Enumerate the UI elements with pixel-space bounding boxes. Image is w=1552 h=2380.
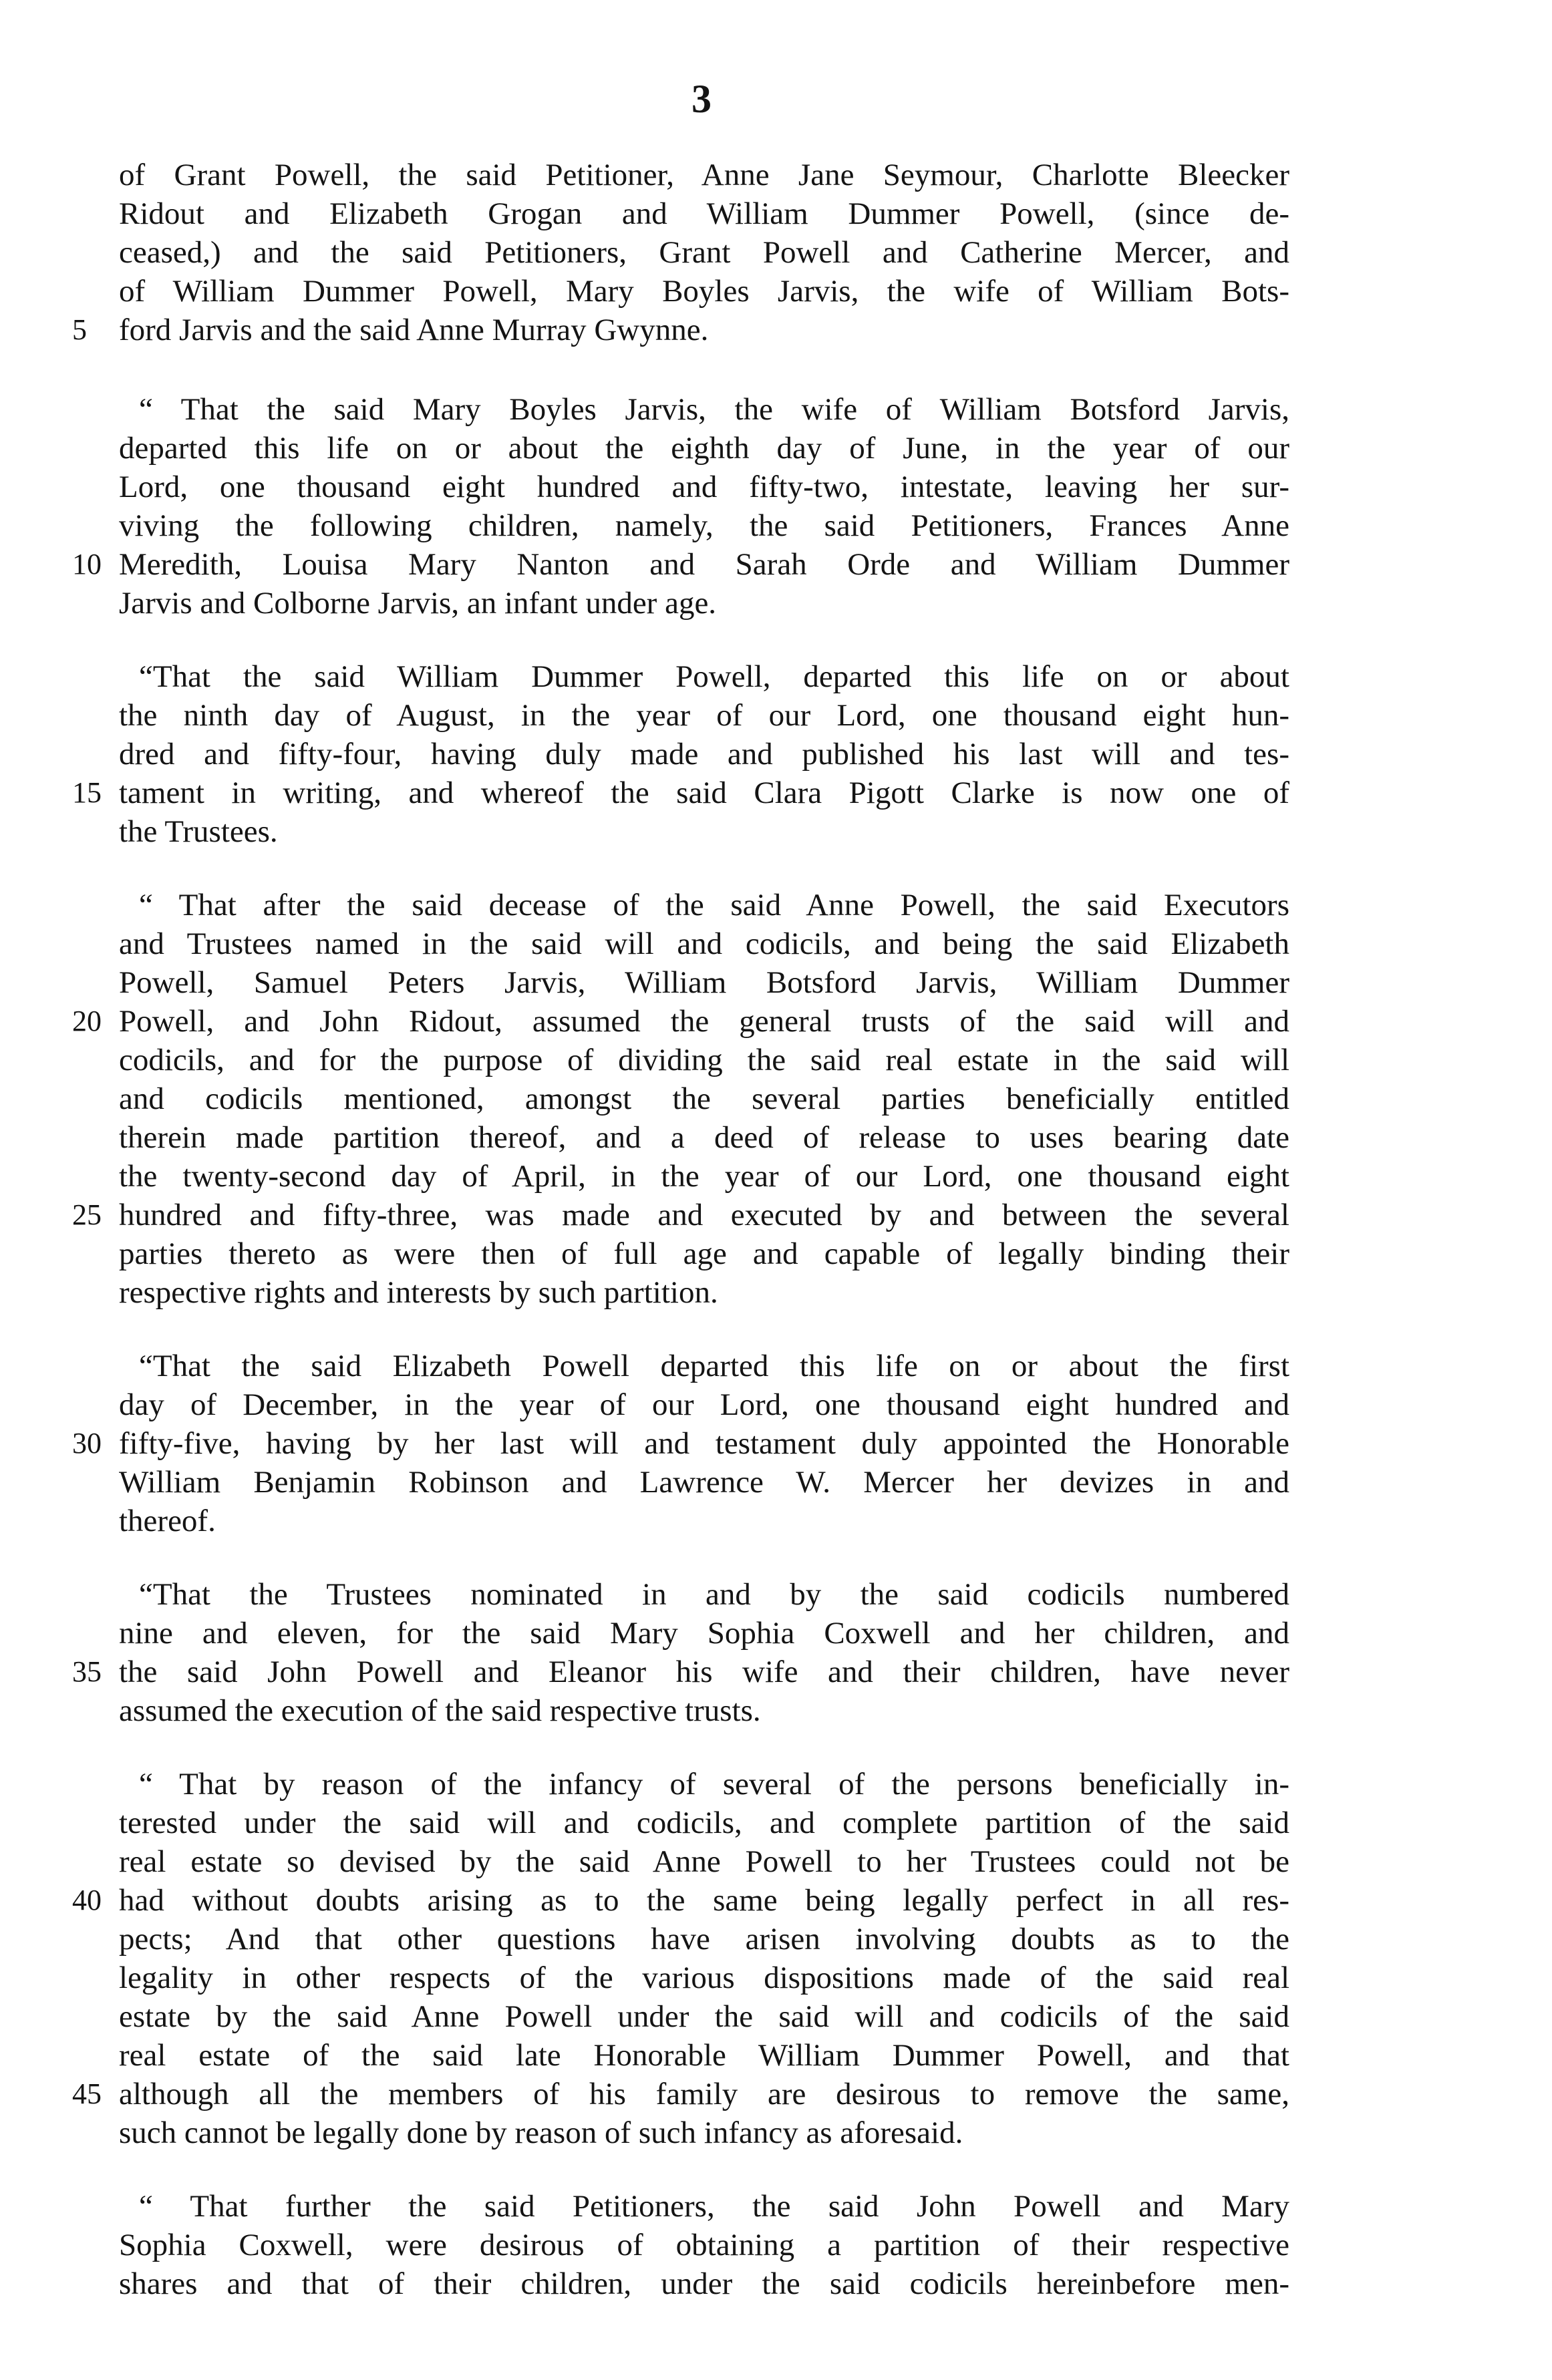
line-number: 15: [72, 776, 102, 809]
text-line: therein made partition thereof, and a deed of release to uses bearing date: [119, 1120, 1289, 1155]
text-line: pects; And that other questions have arisen involving doubts as to the: [119, 1922, 1289, 1957]
text-line: the said John Powell and Eleanor his wife and their children, have never: [119, 1655, 1289, 1689]
text-line: parties thereto as were then of full age and capable of legally binding their: [119, 1236, 1289, 1271]
text-line: thereof.: [119, 1504, 216, 1538]
text-line: Meredith, Louisa Mary Nanton and Sarah Orde and William Dummer: [119, 547, 1289, 582]
text-line: nine and eleven, for the said Mary Sophia Coxwell and her children, and: [119, 1616, 1289, 1651]
text-line: “ That the said Mary Boyles Jarvis, the wife of William Botsford Jarvis,: [139, 392, 1289, 427]
text-line: the Trustees.: [119, 814, 278, 849]
text-line: William Benjamin Robinson and Lawrence W. Mercer her devizes in and: [119, 1465, 1289, 1500]
text-line: Lord, one thousand eight hundred and fifty-two, intestate, leaving her sur-: [119, 470, 1289, 504]
line-number: 20: [72, 1005, 102, 1037]
line-number: 25: [72, 1198, 102, 1231]
line-number: 40: [72, 1884, 102, 1916]
text-line: “ That by reason of the infancy of several of the persons beneficially in-: [139, 1767, 1289, 1802]
text-line: had without doubts arising as to the same being legally perfect in all res-: [119, 1883, 1289, 1918]
text-line: of Grant Powell, the said Petitioner, Anne Jane Seymour, Charlotte Bleecker: [119, 158, 1289, 192]
text-line: Sophia Coxwell, were desirous of obtaining a partition of their respective: [119, 2228, 1289, 2262]
text-line: fifty-five, having by her last will and testament duly appointed the Honorable: [119, 1426, 1289, 1461]
text-line: Ridout and Elizabeth Grogan and William Dummer Powell, (since de-: [119, 196, 1289, 231]
text-line: such cannot be legally done by reason of such infancy as aforesaid.: [119, 2115, 963, 2150]
text-line: ceased,) and the said Petitioners, Grant Powell and Catherine Mercer, and: [119, 235, 1289, 270]
text-line: real estate so devised by the said Anne Powell to her Trustees could not be: [119, 1844, 1289, 1879]
text-line: terested under the said will and codicils, and complete partition of the said: [119, 1806, 1289, 1840]
text-line: Powell, and John Ridout, assumed the general trusts of the said will and: [119, 1004, 1289, 1039]
line-number: 30: [72, 1427, 102, 1460]
text-line: of William Dummer Powell, Mary Boyles Jarvis, the wife of William Bots-: [119, 274, 1289, 309]
text-line: the twenty-second day of April, in the year of our Lord, one thousand eight: [119, 1159, 1289, 1194]
text-line: “ That further the said Petitioners, the said John Powell and Mary: [139, 2189, 1289, 2224]
text-line: real estate of the said late Honorable William Dummer Powell, and that: [119, 2038, 1289, 2073]
text-line: “That the said William Dummer Powell, departed this life on or about: [139, 659, 1289, 694]
text-line: “ That after the said decease of the said Anne Powell, the said Executors: [139, 888, 1289, 922]
text-line: viving the following children, namely, the said Petitioners, Frances Anne: [119, 508, 1289, 543]
text-line: dred and fifty-four, having duly made and published his last will and tes-: [119, 737, 1289, 772]
text-line: hundred and fifty-three, was made and executed by and between the several: [119, 1198, 1289, 1232]
text-line: and Trustees named in the said will and codicils, and being the said Elizabeth: [119, 926, 1289, 961]
text-line: “That the Trustees nominated in and by the said codicils numbered: [139, 1577, 1289, 1612]
text-line: respective rights and interests by such partition.: [119, 1275, 718, 1310]
text-line: departed this life on or about the eighth day of June, in the year of our: [119, 431, 1289, 466]
text-line: assumed the execution of the said respective trusts.: [119, 1693, 761, 1728]
text-line: and codicils mentioned, amongst the several parties beneficially entitled: [119, 1081, 1289, 1116]
text-line: tament in writing, and whereof the said Clara Pigott Clarke is now one of: [119, 776, 1289, 810]
text-line: Powell, Samuel Peters Jarvis, William Botsford Jarvis, William Dummer: [119, 965, 1289, 1000]
text-line: Jarvis and Colborne Jarvis, an infant under age.: [119, 586, 717, 621]
line-number: 5: [72, 313, 87, 346]
text-line: legality in other respects of the various dispositions made of the said real: [119, 1961, 1289, 1995]
text-line: although all the members of his family are desirous to remove the same,: [119, 2077, 1289, 2111]
text-line: estate by the said Anne Powell under the said will and codicils of the said: [119, 1999, 1289, 2034]
text-line: shares and that of their children, under the said codicils hereinbefore men-: [119, 2266, 1289, 2301]
text-line: “That the said Elizabeth Powell departed this life on or about the first: [139, 1349, 1289, 1383]
text-line: the ninth day of August, in the year of our Lord, one thousand eight hun-: [119, 698, 1289, 733]
text-line: codicils, and for the purpose of dividing the said real estate in the said will: [119, 1043, 1289, 1077]
text-line: day of December, in the year of our Lord, one thousand eight hundred and: [119, 1387, 1289, 1422]
line-number: 10: [72, 548, 102, 580]
page-number: 3: [691, 77, 712, 121]
line-number: 45: [72, 2077, 102, 2110]
text-line: ford Jarvis and the said Anne Murray Gwynne.: [119, 313, 709, 347]
line-number: 35: [72, 1655, 102, 1688]
